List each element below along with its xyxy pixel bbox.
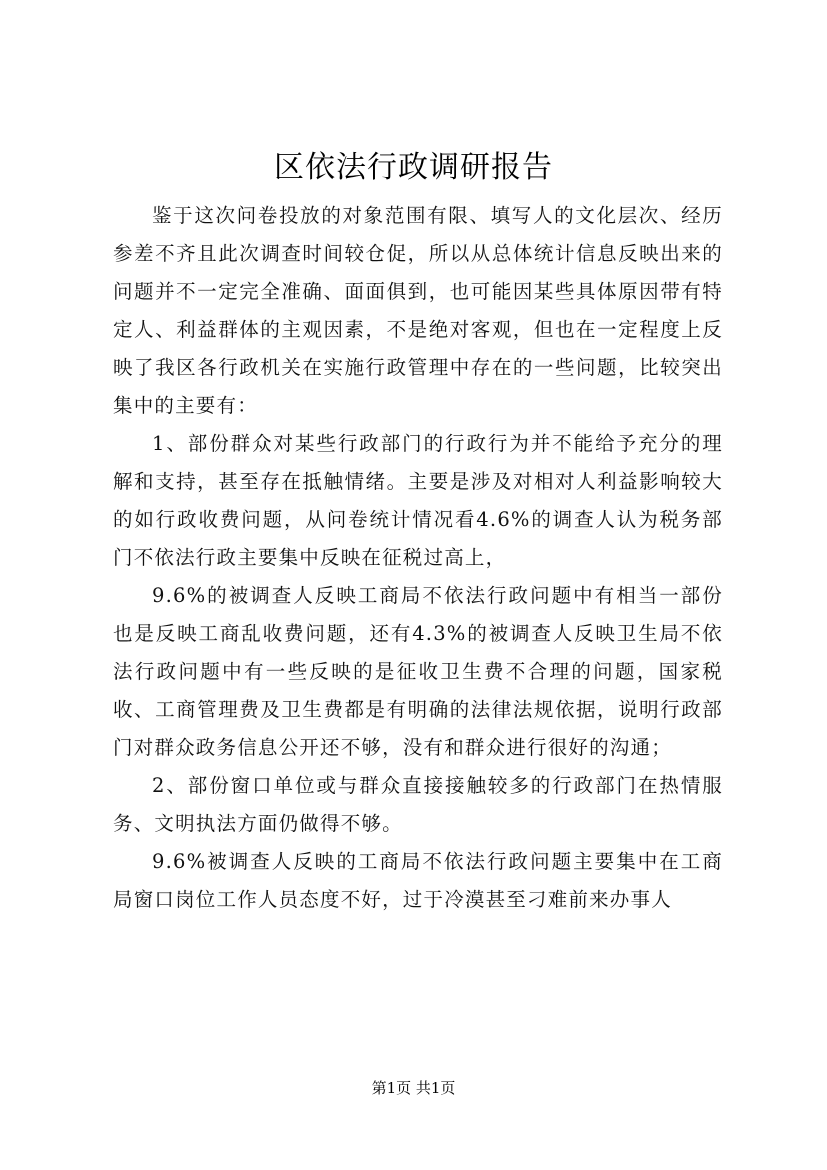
paragraph: 9.6%被调查人反映的工商局不依法行政问题主要集中在工商局窗口岗位工作人员态度不好，过于冷漠甚至刁难前来办事人 bbox=[113, 850, 723, 911]
paragraph: 9.6%的被调查人反映工商局不依法行政问题中有相当一部份也是反映工商乱收费问题，还有4.3%的被调查人反映卫生局不依法行政问题中有一些反映的是征收卫生费不合理的问题，国家税收、工商管理费及卫生费都是有明确的法律法规依据，说明行政部门对群众政务信息公开还不够，没有和群众进行很好的沟通； bbox=[113, 584, 723, 759]
document-title: 区依法行政调研报告 bbox=[274, 150, 553, 185]
page-footer: 第1页 共1页 bbox=[371, 1079, 456, 1097]
paragraph: 鉴于这次问卷投放的对象范围有限、填写人的文化层次、经历参差不齐且此次调查时间较仓促，所以从总体统计信息反映出来的问题并不一定完全准确、面面俱到，也可能因某些具体原因带有特定人、利益群体的主观因素，不是绝对客观，但也在一定程度上反映了我区各行政机关在实施行政管理中存在的一些问题，比较突出集中的主要有： bbox=[113, 204, 723, 417]
paragraph: 2、部份窗口单位或与群众直接接触较多的行政部门在热情服务、文明执法方面仍做得不够。 bbox=[113, 774, 723, 835]
paragraph: 1、部份群众对某些行政部门的行政行为并不能给予充分的理解和支持，甚至存在抵触情绪。主要是涉及对相对人利益影响较大的如行政收费问题，从问卷统计情况看4.6%的调查人认为税务部门不依法行政主要集中反映在征税过高上， bbox=[113, 432, 723, 569]
document-body bbox=[113, 197, 723, 919]
